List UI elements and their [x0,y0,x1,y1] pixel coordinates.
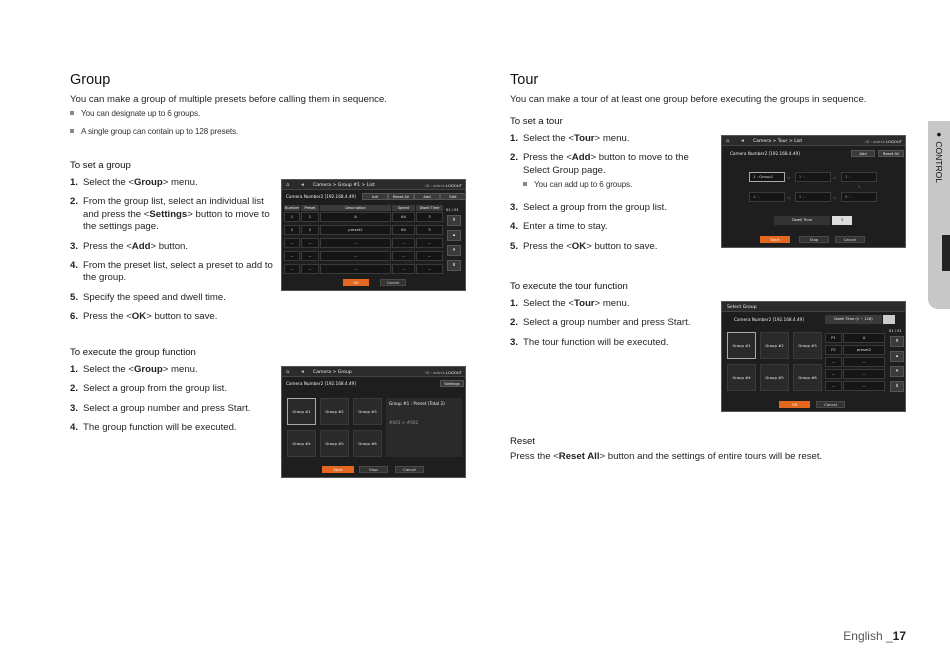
step-keyword: Tour [573,298,595,309]
step-number: 2. [510,317,519,329]
reset-text-bold: Reset All [558,451,600,462]
table-cell[interactable]: -- [284,264,300,274]
user-id: ID : admin [865,138,885,144]
step-text: Select a group from the group list. [523,202,667,213]
group-exec-heading: To execute the group function [70,347,196,358]
logout-button[interactable]: LOGOUT [886,138,902,144]
step-number: 2. [510,152,519,164]
step-item [70,292,274,304]
group-note-1 [70,109,200,118]
table-cell[interactable]: -- [416,264,443,274]
user-id: ID : admin [425,369,445,375]
step-keyword: Tour [573,133,595,144]
step-text: Press the < [83,311,132,323]
group-info-panel [386,398,462,457]
step-text-after: > menu. [162,364,198,375]
page-indicator: 01 / 01 [446,208,459,212]
table-cell[interactable]: 2 [284,225,300,235]
step-item [70,403,280,415]
step-number: 5. [70,291,79,303]
step-item [70,422,280,434]
ok-button[interactable]: OK [779,401,810,408]
tour-slot-4[interactable]: 4 : - [749,192,785,202]
page-last-button[interactable]: ⇟ [890,381,904,392]
table-cell[interactable]: -- [825,381,842,391]
table-cell[interactable]: -- [843,381,885,391]
group-1-button[interactable]: Group #1 [727,332,756,359]
dwell-time-label: Dwell Time [774,216,830,225]
screen-tour-list [721,135,906,248]
table-cell[interactable]: 3 [416,225,443,235]
step-text: Select the < [523,133,574,144]
arrow-left-icon: ⇦ [833,195,837,200]
title-bar [722,302,905,312]
page-footer [843,629,906,643]
step-item [510,133,710,145]
settings-button[interactable]: Settings [440,380,464,387]
group-info-title: Group #1 : Preset (Total 2) [389,401,445,406]
step-text-after: > menu. [594,298,630,309]
step-number: 2. [70,196,79,208]
step-item [510,202,710,214]
table-cell[interactable]: -- [301,251,319,261]
step-number: 1. [510,298,519,309]
page-down-button[interactable]: ▾ [447,245,461,256]
step-keyword: OK [571,240,587,252]
table-cell[interactable]: -- [843,357,885,367]
screen-title: Camera > Group #1 > List [313,182,375,188]
column-header: Speed [392,205,415,211]
group-intro: You can make a group of multiple presets before calling them in sequence. [70,94,387,105]
step-number: 6. [70,311,79,323]
step-number: 1. [510,133,519,144]
stop-button[interactable]: Stop [799,236,829,243]
home-icon[interactable]: ⌂ [286,369,290,375]
table-cell[interactable]: -- [825,357,842,367]
reset-text-post: > button and the settings of entire tours will be reset. [599,451,823,462]
tour-slot-5[interactable]: 5 : - [795,192,831,202]
side-tab-marker [942,235,950,271]
dwell-time-value[interactable]: 3 [832,216,852,225]
table-cell[interactable]: -- [392,251,415,261]
group-2-button[interactable]: Group #2 [760,332,789,359]
step-keyword: Group [133,364,163,375]
arrow-right-icon: ⇨ [787,175,791,180]
start-button[interactable]: Start [760,236,790,243]
reset-all-button[interactable]: Reset All [388,193,414,200]
table-cell[interactable]: -- [392,264,415,274]
group-5-button[interactable]: Group #5 [320,430,349,457]
page-down-button[interactable]: ▾ [890,366,904,377]
camera-label: Camera Number2 [192.168.4.49] [730,151,800,156]
page-up-button[interactable]: ▴ [890,351,904,362]
group-3-button[interactable]: Group #3 [793,332,822,359]
step-number: 3. [70,240,79,252]
table-cell[interactable]: -- [301,264,319,274]
table-cell[interactable]: -- [301,238,319,248]
section-side-tab [928,121,950,309]
tour-set-heading: To set a tour [510,116,563,127]
reset-text [510,451,822,464]
table-cell[interactable]: 3 [416,212,443,222]
screen-title: Camera > Tour > List [753,138,803,144]
bullet-square-icon [523,182,527,186]
arrow-down-icon: ⇩ [857,184,861,189]
step-number: 3. [510,336,519,348]
step-item [510,317,715,329]
table-cell[interactable]: preset2 [320,225,391,235]
screen-title: Camera > Group [313,369,352,375]
step-text: Press the < [83,240,132,252]
step-item [510,152,710,177]
step-item [510,337,715,349]
start-button[interactable]: Start [322,466,354,473]
table-cell[interactable]: 64 [392,225,415,235]
group-title: Group [70,72,111,88]
group-info-line: #001 > #002 [389,420,419,425]
table-cell[interactable]: -- [320,251,391,261]
step-item [510,298,715,310]
arrow-right-icon: ⇨ [833,175,837,180]
back-icon[interactable]: ◂ [301,182,304,188]
step-text: The tour function will be executed. [523,336,669,348]
step-text-after: > button to move to the settings page. [83,208,270,233]
group-6-button[interactable]: Group #6 [793,364,822,391]
step-keyword: Add [131,240,151,252]
stop-button[interactable]: Stop [359,466,388,473]
page-first-button[interactable]: ⇞ [890,336,904,347]
logout-button[interactable]: LOGOUT [446,369,462,375]
step-text-after: > menu. [162,177,198,188]
table-cell[interactable]: A [843,333,885,343]
dwell-time-label: Dwell Time (1 ~ 128) [825,315,882,324]
column-header: Description [320,205,391,211]
step-item [70,177,274,189]
camera-label: Camera Number2 [192.168.4.49] [734,317,804,322]
group-4-button[interactable]: Group #4 [287,430,316,457]
step-item [510,241,710,253]
step-item [70,311,274,323]
group-3-button[interactable]: Group #3 [353,398,382,425]
step-number: 4. [70,422,79,434]
step-item [70,383,280,395]
table-cell[interactable]: -- [416,251,443,261]
group-5-button[interactable]: Group #5 [760,364,789,391]
step-text: Press the < [523,152,572,164]
bullet-square-icon [70,129,74,133]
bullet-square-icon [70,111,74,115]
init-button[interactable]: Init [362,193,388,200]
step-item [70,364,280,376]
table-cell[interactable]: -- [843,369,885,379]
step-text: Select the < [83,364,134,375]
column-header: Number [284,206,300,210]
table-cell[interactable]: 1 [301,212,319,222]
step-text-after: > button to save. [146,311,218,323]
step-text: The group function will be executed. [83,422,237,434]
group-4-button[interactable]: Group #4 [727,364,756,391]
tour-set-steps [510,133,710,184]
page-last-button[interactable]: ⇟ [447,260,461,271]
table-cell[interactable]: 2 [301,225,319,235]
title-bar [722,136,905,146]
back-icon[interactable]: ◂ [301,369,304,375]
step-keyword: OK [131,311,147,323]
step-text: Select a group from the group list. [83,383,227,395]
step-keyword: Add [571,152,591,164]
table-cell[interactable]: 64 [392,212,415,222]
screen-group [281,366,466,478]
table-cell[interactable]: A [320,212,391,222]
step-text-after: > button to save. [586,240,658,252]
column-header: Preset [301,205,319,211]
footer-language: English _ [843,629,893,643]
step-text: Select the < [83,177,134,188]
note-text: A single group can contain up to 128 presets. [81,127,239,136]
user-id: ID : admin [425,182,445,188]
step-item [70,241,274,253]
title-bar [282,367,465,377]
step-text: From the group list, select an individual list and press the < [83,196,264,220]
step-text: Select a group number and press Start. [523,317,691,329]
note-text: You can designate up to 6 groups. [81,109,201,118]
add-button[interactable]: Add [851,150,875,157]
home-icon[interactable]: ⌂ [726,138,730,144]
arrow-left-icon: ⇦ [787,195,791,200]
tour-exec-heading: To execute the tour function [510,281,628,292]
reset-all-button[interactable]: Reset All [878,150,904,157]
table-cell[interactable]: preset2 [843,345,885,355]
group-1-button[interactable]: Group #1 [287,398,316,425]
table-cell[interactable]: -- [825,369,842,379]
table-cell[interactable]: -- [284,251,300,261]
tour-slot-6[interactable]: 6 : - [841,192,877,202]
section-side-tab-label: ● CONTROL [934,129,944,183]
table-cell[interactable]: -- [416,238,443,248]
step-number: 5. [510,240,519,252]
group-set-steps [70,177,274,331]
table-cell[interactable]: 1 [284,212,300,222]
step-keyword: Group [133,177,163,188]
page-up-button[interactable]: ▴ [447,230,461,241]
step-item [70,196,274,233]
step-text-after: > menu. [594,133,630,144]
step-keyword: Settings [149,208,188,220]
group-note-2 [70,127,238,136]
title-bar [282,180,465,190]
tour-note [523,180,632,189]
step-text: Select the < [523,298,574,309]
tour-set-steps-continued [510,202,710,260]
step-text: Select a group number and press Start. [83,402,251,414]
screen-group-list [281,179,466,291]
table-cell[interactable]: -- [320,264,391,274]
step-item [70,260,274,285]
tour-slot-2[interactable]: 2 : - [795,172,831,182]
tour-intro: You can make a tour of at least one group before executing the groups in sequence. [510,94,867,105]
cancel-button[interactable]: Cancel [835,236,865,243]
column-header: Dwell Time [416,205,443,211]
table-cell[interactable]: -- [284,238,300,248]
tour-title: Tour [510,72,539,88]
step-text-after: > button. [150,240,189,252]
table-cell[interactable]: -- [392,238,415,248]
screen-title: Select Group [727,304,757,310]
cancel-button[interactable]: Cancel [816,401,845,408]
cancel-button[interactable]: Cancel [395,466,424,473]
step-number: 1. [70,364,79,375]
add-button[interactable]: Add [414,193,440,200]
reset-text-pre: Press the < [510,451,559,462]
step-item [510,221,710,233]
group-6-button[interactable]: Group #6 [353,430,382,457]
screen-select-group [721,301,906,412]
table-cell[interactable]: -- [320,238,391,248]
step-number: 3. [510,202,519,213]
reset-heading: Reset [510,436,536,447]
group-exec-steps [70,364,280,442]
step-number: 1. [70,177,79,188]
group-set-heading: To set a group [70,160,131,171]
back-icon[interactable]: ◂ [741,138,744,144]
table-cell[interactable]: P1 [825,333,842,343]
note-text: You can add up to 6 groups. [534,180,633,189]
camera-label: Camera Number2 [192.168.4.49] [286,194,356,199]
page-number: 17 [892,629,906,643]
group-2-button[interactable]: Group #2 [320,398,349,425]
logout-button[interactable]: LOGOUT [446,182,462,188]
step-text: Enter a time to stay. [523,221,608,233]
home-icon[interactable]: ⌂ [286,182,290,188]
step-number: 2. [70,383,79,395]
edit-button[interactable]: Edit [440,193,466,200]
step-text: Press the < [523,240,572,252]
page-first-button[interactable]: ⇞ [447,215,461,226]
table-cell[interactable]: P2 [825,345,842,355]
step-number: 4. [70,260,79,272]
cancel-button[interactable]: Cancel [380,279,406,286]
ok-button[interactable]: OK [343,279,369,286]
page-indicator: 01 / 01 [889,329,902,333]
dwell-time-input[interactable] [883,315,895,324]
step-text: Specify the speed and dwell time. [83,291,226,303]
step-text-after: > button to move to the Select Group page. [523,152,689,176]
step-number: 3. [70,402,79,414]
tour-exec-steps [510,298,715,356]
camera-label: Camera Number2 [192.168.4.49] [286,381,356,386]
step-text: From the preset list, select a preset to add to the group. [83,260,273,284]
tour-slot-1[interactable]: 1 : Group1 [749,172,785,182]
step-number: 4. [510,221,519,233]
tour-slot-3[interactable]: 3 : - [841,172,877,182]
